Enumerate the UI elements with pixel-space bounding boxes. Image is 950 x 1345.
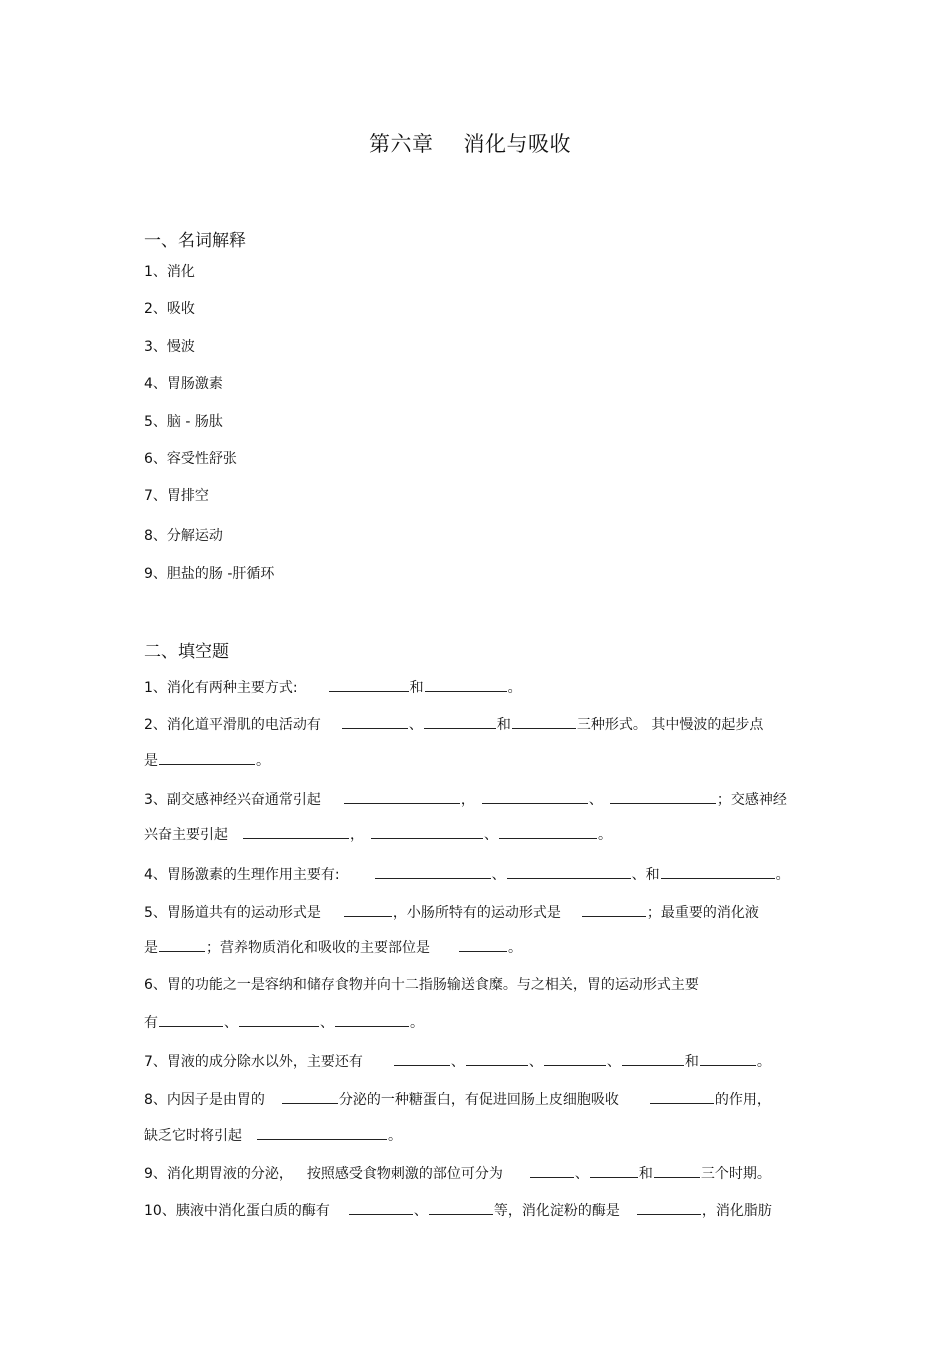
answer-blank[interactable]: [650, 1089, 714, 1104]
question-3: 3、副交感神经兴奋通常引起 ， 、 ；交感神经: [144, 789, 787, 809]
question-4: 4、胃肠激素的生理作用主要有: 、 、和 。: [144, 864, 790, 884]
answer-blank[interactable]: [654, 1163, 700, 1178]
question-5-cont: 是 ；营养物质消化和吸收的主要部位是 。: [144, 937, 522, 957]
answer-blank[interactable]: [159, 937, 205, 952]
question-8-cont: 缺乏它时将引起 。: [144, 1125, 402, 1145]
answer-blank[interactable]: [424, 714, 496, 729]
answer-blank[interactable]: [349, 1200, 413, 1215]
question-6-cont: 有 、 、 。: [144, 1012, 424, 1032]
question-2: 2、消化道平滑肌的电活动有 、 和 三种形式。 其中慢波的起步点: [144, 714, 763, 734]
question-7: 7、胃液的成分除水以外，主要还有 、 、 、 和 。: [144, 1051, 771, 1071]
answer-blank[interactable]: [282, 1089, 338, 1104]
term-item: 4、胃肠激素: [144, 376, 223, 392]
chapter-title: [0, 128, 940, 158]
answer-blank[interactable]: [371, 824, 483, 839]
answer-blank[interactable]: [582, 902, 646, 917]
term-item: 2、吸收: [144, 301, 195, 317]
term-item: 9、胆盐的肠 -肝循环: [144, 566, 275, 582]
answer-blank[interactable]: [344, 789, 460, 804]
answer-blank[interactable]: [257, 1125, 387, 1140]
answer-blank[interactable]: [329, 677, 409, 692]
answer-blank[interactable]: [459, 937, 507, 952]
answer-blank[interactable]: [394, 1051, 450, 1066]
answer-blank[interactable]: [610, 789, 716, 804]
answer-blank[interactable]: [700, 1051, 756, 1066]
answer-blank[interactable]: [239, 1012, 319, 1027]
chapter-name: 消化与吸收: [463, 132, 571, 156]
answer-blank[interactable]: [482, 789, 588, 804]
answer-blank[interactable]: [342, 714, 408, 729]
question-5: 5、胃肠道共有的运动形式是 ，小肠所特有的运动形式是 ；最重要的消化液: [144, 902, 759, 922]
question-9: 9、消化期胃液的分泌， 按照感受食物刺激的部位可分为 、 和 三个时期。: [144, 1163, 771, 1183]
term-item: 5、脑 - 肠肽: [144, 414, 223, 430]
answer-blank[interactable]: [335, 1012, 409, 1027]
term-item: 6、容受性舒张: [144, 451, 237, 467]
answer-blank[interactable]: [429, 1200, 493, 1215]
answer-blank[interactable]: [159, 750, 255, 765]
question-1: 1、消化有两种主要方式: 和 。: [144, 677, 522, 697]
question-8: 8、内因子是由胃的 分泌的一种糖蛋白，有促进回肠上皮细胞吸收 的作用，: [144, 1089, 771, 1109]
answer-blank[interactable]: [544, 1051, 606, 1066]
question-2-cont: 是 。: [144, 750, 270, 770]
answer-blank[interactable]: [507, 864, 631, 879]
answer-blank[interactable]: [590, 1163, 638, 1178]
answer-blank[interactable]: [530, 1163, 574, 1178]
answer-blank[interactable]: [375, 864, 491, 879]
answer-blank[interactable]: [512, 714, 576, 729]
term-item: 1、消化: [144, 264, 195, 280]
term-item: 8、分解运动: [144, 528, 223, 544]
term-item: 3、慢波: [144, 339, 195, 355]
question-6: 6、胃的功能之一是容纳和储存食物并向十二指肠输送食糜。与之相关，胃的运动形式主要: [144, 977, 699, 993]
question-10: 10、胰液中消化蛋白质的酶有 、 等，消化淀粉的酶是 ，消化脂肪: [144, 1200, 772, 1220]
question-3-cont: 兴奋主要引起 ， 、 。: [144, 824, 612, 844]
answer-blank[interactable]: [466, 1051, 528, 1066]
term-item: 7、胃排空: [144, 488, 209, 504]
chapter-number: 第六章: [369, 132, 434, 156]
answer-blank[interactable]: [159, 1012, 223, 1027]
answer-blank[interactable]: [425, 677, 507, 692]
answer-blank[interactable]: [344, 902, 392, 917]
answer-blank[interactable]: [637, 1200, 701, 1215]
answer-blank[interactable]: [622, 1051, 684, 1066]
section-heading-definitions: 一、名词解释: [144, 231, 246, 251]
answer-blank[interactable]: [661, 864, 775, 879]
answer-blank[interactable]: [243, 824, 349, 839]
section-heading-fill-in: 二、填空题: [144, 642, 229, 662]
answer-blank[interactable]: [499, 824, 597, 839]
